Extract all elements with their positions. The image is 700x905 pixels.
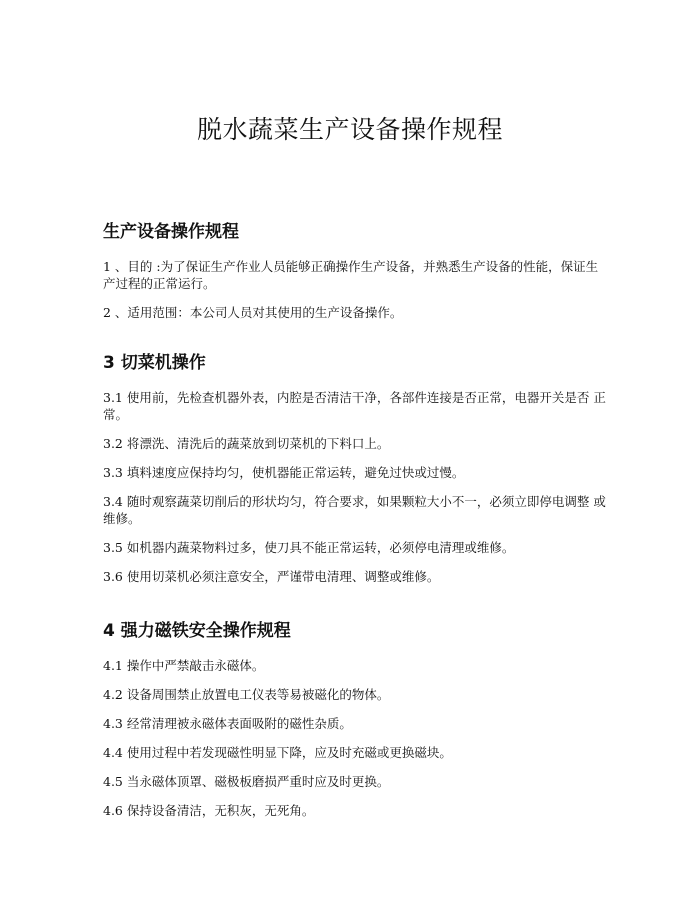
document-body [103, 220, 613, 843]
paragraph: 4.5 当永磁体顶罩、磁极板磨损严重时应及时更换。 [103, 774, 390, 789]
paragraph: 3.5 如机器内蔬菜物料过多，使刀具不能正常运转，必须停电清理或维修。 [103, 540, 515, 555]
paragraph: 3.4 随时观察蔬菜切削后的形状均匀，符合要求，如果颗粒大小不一，必须立即停电调整 或维修。 [103, 494, 606, 526]
paragraph: 3.3 填料速度应保持均匀，使机器能正常运转，避免过快或过慢。 [103, 465, 465, 480]
paragraph: 3.1 使用前，先检查机器外表，内腔是否清洁干净，各部件连接是否正常，电器开关是否 正常。 [103, 390, 606, 422]
section-vegetable-cutter [103, 351, 613, 585]
paragraph: 4.3 经常清理被永磁体表面吸附的磁性杂质。 [103, 716, 352, 731]
section-heading: 4 强力磁铁安全操作规程 [103, 621, 291, 641]
section-heading: 生产设备操作规程 [103, 222, 239, 242]
paragraph: 4.2 设备周围禁止放置电工仪表等易被磁化的物体。 [103, 687, 390, 702]
section-equipment-rules [103, 220, 613, 321]
paragraph-purpose: 1 、目的 :为了保证生产作业人员能够正确操作生产设备，并熟悉生产设备的性能，保证生 产过程的正常运行。 [103, 259, 599, 291]
paragraph: 3.2 将漂洗、清洗后的蔬菜放到切菜机的下料口上。 [103, 436, 390, 451]
paragraph: 4.6 保持设备清洁，无积灰，无死角。 [103, 803, 315, 818]
page-title: 脱水蔬菜生产设备操作规程 [196, 115, 503, 144]
paragraph: 4.4 使用过程中若发现磁性明显下降，应及时充磁或更换磁块。 [103, 745, 452, 760]
paragraph: 3.6 使用切菜机必须注意安全，严谨带电清理、调整或维修。 [103, 569, 440, 584]
paragraph: 4.1 操作中严禁敲击永磁体。 [103, 658, 265, 673]
section-heading: 3 切菜机操作 [103, 353, 206, 373]
section-magnet-safety [103, 619, 613, 819]
paragraph-scope: 2 、适用范围：本公司人员对其使用的生产设备操作。 [103, 305, 403, 320]
